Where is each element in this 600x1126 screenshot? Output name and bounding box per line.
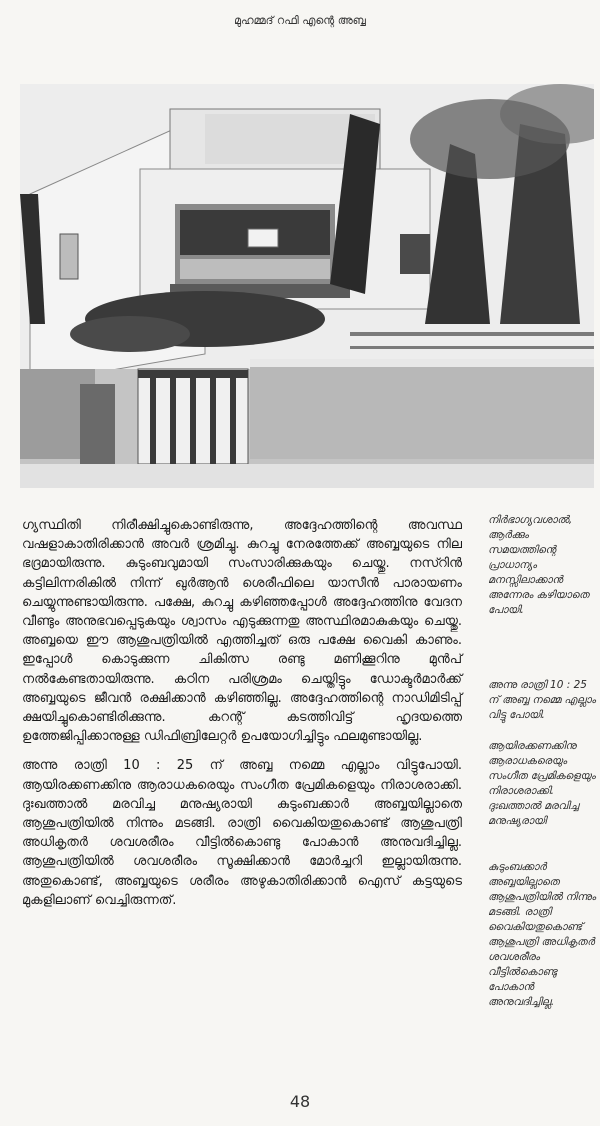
body-paragraph-2: അന്നു രാത്രി 10 : 25 ന് അബ്ബ നമ്മെ എല്ലാം വിട്ടുപോയി. ആയിരക്കണക്കിനു ആരാധകരെയും സംഗീത പ്രേമികളെയും നിരാശരാക്കി. ദുഃഖത്താൽ മരവിച്ച മനുഷ്യരായി കുടുംബക്കാർ അബ്ബയില്ലാതെ ആശുപത്രിയിൽ നിന്നും മടങ്ങി. രാത്രി വൈകിയതുകൊണ്ട് ആശുപത്രി അധികൃതർ ശവശരീരം വീട്ടിൽകൊണ്ടു പോകാൻ അനുവദിച്ചില്ല. ആശുപത്രിയിൽ ശവശരീരം സൂക്ഷിക്കാൻ മോർച്ചറി ഇല്ലായിരുന്നു. അതുകൊണ്ട്, അബ്ബയുടെ ശരീരം അഴുകാതിരിക്കാൻ ഐസ് കട്ടയുടെ മുകളിലാണ് വെച്ചിരുന്നത്. — [22, 758, 462, 908]
house-photograph — [20, 84, 594, 488]
running-head: മുഹമ്മദ് റഫി എന്റെ അബ്ബ — [234, 14, 366, 27]
body-text — [22, 516, 462, 910]
house-photo-illustration — [20, 84, 594, 488]
margin-note-1: നിർഭാഗ്യവശാൽ, ആർക്കും സമയത്തിന്റെ പ്രാധാന്യം മനസ്സിലാക്കാൻ അന്നേരം കഴിയാതെ പോയി. — [488, 514, 589, 616]
body-paragraph-1: ഗ്യസ്ഥിതി നിരീക്ഷിച്ചുകൊണ്ടിരുന്നു, അദ്ദേഹത്തിന്റെ അവസ്ഥ വഷളാകാതിരിക്കാൻ അവർ ശ്രമിച്ചു. കുറച്ചു നേരത്തേക്ക് അബ്ബയുടെ നില ഭദ്രമായിരുന്നു. കുടുംബവുമായി സംസാരിക്കുകയും ചെയ്തു. നസ്റിൻ കട്ടിലിന്നരികിൽ നിന്ന് ഖുർആൻ ശെരീഫിലെ യാസീൻ പാരായണം ചെയ്യുന്നുണ്ടായിരുന്നു. പക്ഷേ, കുറച്ചു കഴിഞ്ഞപ്പോൾ അദ്ദേഹത്തിനു വേദന വീണ്ടും അനുഭവപ്പെടുകയും ശ്വാസം എടുക്കുന്നതു അസ്ഥിരമാകുകയും ചെയ്തു. അബ്ബയെ ഈ ആശുപത്രിയിൽ എത്തിച്ചത് ഒരു പക്ഷേ വൈകി കാണും. ഇപ്പോൾ കൊടുക്കുന്ന ചികിത്സ രണ്ടു മണിക്കൂറിനു മുൻപ് നൽകേണ്ടതായിരുന്നു. കഠിന പരിശ്രമം ചെയ്തിട്ടും ഡോക്ടർമാർക്ക് അബ്ബയുടെ ജീവൻ രക്ഷിക്കാൻ കഴിഞ്ഞില്ല. അദ്ദേഹത്തിന്റെ നാഡിമിടിപ്പ് ക്ഷയിച്ചുകൊണ്ടിരിക്കുന്നു. കറന്റ് കടത്തിവിട്ട് ഹൃദയത്തെ ഉത്തേജിപ്പിക്കാനുള്ള ഡിഫിബ്രിലേറ്റർ ഉപയോഗിച്ചിട്ടും ഫലമുണ്ടായില്ല. — [22, 518, 462, 745]
margin-note-4: കുടുംബക്കാർ അബ്ബയില്ലാതെ ആശുപത്രിയിൽ നിന്നും മടങ്ങി. രാത്രി വൈകിയതുകൊണ്ട് ആശുപത്രി അധികൃതർ ശവശരീരം വീട്ടിൽകൊണ്ടു പോകാൻ അനുവദിച്ചില്ല. — [488, 861, 596, 1008]
margin-note-3: ആയിരക്കണക്കിനു ആരാധകരെയും സംഗീത പ്രേമികളെയും നിരാശരാക്കി. ദുഃഖത്താൽ മരവിച്ച മനുഷ്യരായി — [488, 740, 596, 827]
margin-note-2: അന്നു രാത്രി 10 : 25 ന് അബ്ബ നമ്മെ എല്ലാം വിട്ടു പോയി. — [488, 679, 596, 721]
page-number: 48 — [289, 1092, 311, 1111]
